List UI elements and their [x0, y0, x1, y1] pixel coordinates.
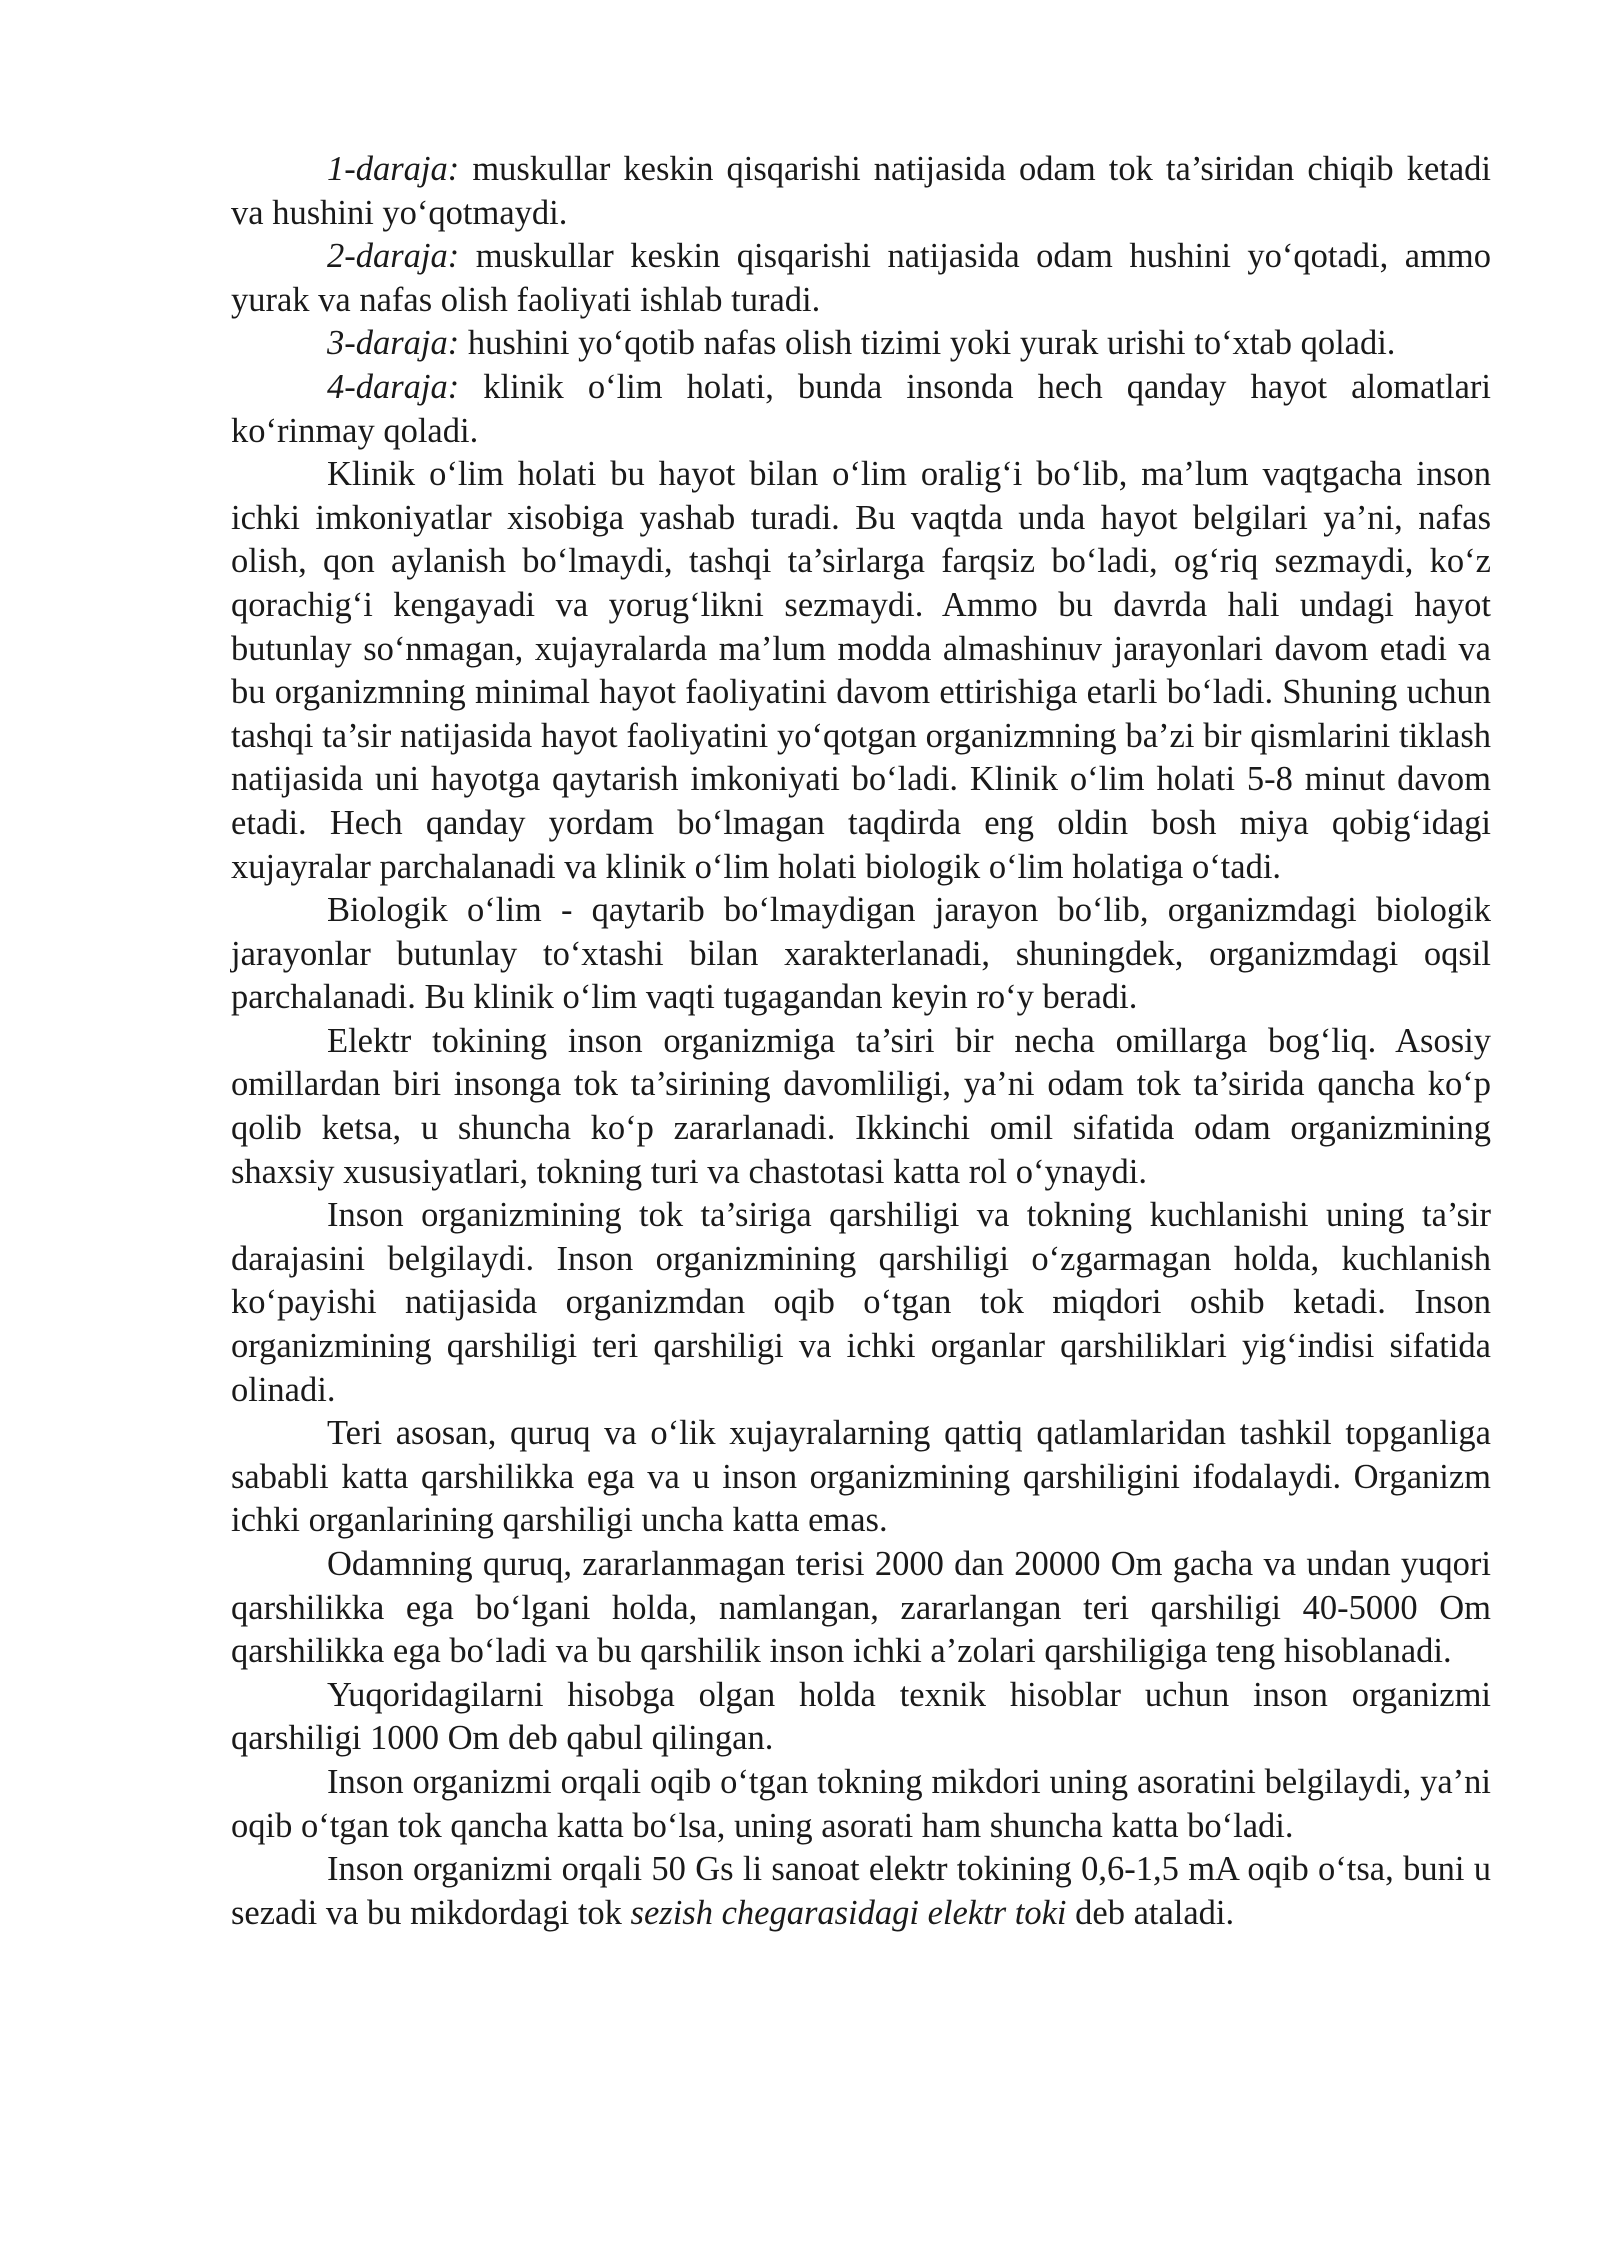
degree-label: 3-daraja: [327, 324, 460, 363]
emphasized-term: sezish chegarasidagi elektr toki [630, 1893, 1067, 1932]
paragraph-clinical-death: Klinik o‘lim holati bu hayot bilan o‘lim oralig‘i bo‘lib, ma’lum vaqtgacha inson ichki imkoniyatlar xisobiga yashab turadi. Bu vaqtda unda hayot belgilari ya’ni, nafas olish, qon aylanish bo‘lmaydi, tashqi ta’sirlarga farqsiz bo‘ladi, og‘riq sezmaydi, ko‘z qorachig‘i kengayadi va yorug‘likni sezmaydi. Ammo bu davrda hali undagi hayot butunlay so‘nmagan, xujayralarda ma’lum modda almashinuv jarayonlari davom etadi va bu organizmning minimal hayot faoliyatini davom ettirishiga etarli bo‘ladi. Shuning uchun tashqi ta’sir natijasida hayot faoliyatini yo‘qotgan organizmning ba’zi bir qismlarini tiklash natijasida uni hayotga qaytarish imkoniyati bo‘ladi. Klinik o‘lim holati 5-8 minut davom etadi. Hech qanday yordam bo‘lmagan taqdirda eng oldin bosh miya qobig‘idagi xujayralar parchalanadi va klinik o‘lim holati biologik o‘lim holatiga o‘tadi. [231, 455, 1491, 886]
paragraph-degree-4 [231, 366, 1491, 453]
paragraph-body-resistance: Inson organizmining tok ta’siriga qarshiligi va tokning kuchlanishi uning ta’sir darajasini belgilaydi. Inson organizmining qarshiligi o‘zgarmagan holda, kuchlanish ko‘payishi natijasida organizmdan oqib o‘tgan tok miqdori oshib ketadi. Inson organizmining qarshiligi teri qarshiligi va ichki organlar qarshiliklari yig‘indisi sifatida olinadi. [231, 1196, 1491, 1409]
paragraph-text: muskullar keskin qisqarishi natijasida odam tok ta’siridan chiqib ketadi va hushini yo‘qotmaydi. [231, 150, 1491, 232]
paragraph-sensation-threshold [231, 1848, 1491, 1935]
paragraph-technical-resistance: Yuqoridagilarni hisobga olgan holda texnik hisoblar uchun inson organizmi qarshiligi 1000 Om deb qabul qilingan. [231, 1675, 1491, 1758]
paragraph-biological-death: Biologik o‘lim - qaytarib bo‘lmaydigan jarayon bo‘lib, organizmdagi biologik jarayonlar butunlay to‘xtashi bilan xarakterlanadi, shuningdek, organizmdagi oqsil parchalanadi. Bu klinik o‘lim vaqti tugagandan keyin ro‘y beradi. [231, 891, 1491, 1017]
paragraph-text-tail: deb ataladi. [1066, 1893, 1235, 1932]
paragraph-degree-2 [231, 235, 1491, 322]
paragraph-current-magnitude: Inson organizmi orqali oqib o‘tgan tokning mikdori uning asoratini belgilaydi, ya’ni oqib o‘tgan tok qancha katta bo‘lsa, uning asorati ham shuncha katta bo‘ladi. [231, 1762, 1491, 1845]
degree-label: 2-daraja: [327, 237, 460, 276]
degree-label: 1-daraja: [327, 150, 460, 188]
paragraph-text: klinik o‘lim holati, bunda insonda hech qanday hayot alomatlari ko‘rinmay qoladi. [231, 367, 1491, 450]
paragraph-degree-3 [231, 322, 1491, 366]
document-page [231, 148, 1491, 1935]
paragraph-current-factors: Elektr tokining inson organizmiga ta’siri bir necha omillarga bog‘liq. Asosiy omillardan biri insonga tok ta’sirining davomliligi, ya’ni odam tok ta’sirida qancha ko‘p qolib ketsa, u shuncha ko‘p zararlanadi. Ikkinchi omil sifatida odam organizmining shaxsiy xususiyatlari, tokning turi va chastotasi katta rol o‘ynaydi. [231, 1021, 1491, 1191]
paragraph-degree-1 [231, 148, 1491, 235]
paragraph-text: Inson organizmi orqali 50 Gs li sanoat elektr tokining 0,6-1,5 mA oqib o‘tsa, buni u sezadi va bu mikdordagi tok [231, 1850, 1491, 1932]
paragraph-skin: Teri asosan, quruq va o‘lik xujayralarning qattiq qatlamlaridan tashkil topganliga sababli katta qarshilikka ega va u inson organizmining qarshiligini ifodalaydi. Organizm ichki organlarining qarshiligi uncha katta emas. [231, 1414, 1491, 1540]
degree-label: 4-daraja: [327, 367, 460, 406]
paragraph-text: muskullar keskin qisqarishi natijasida odam hushini yo‘qotadi, ammo yurak va nafas olish faoliyati ishlab turadi. [231, 237, 1491, 319]
paragraph-skin-resistance-values: Odamning quruq, zararlanmagan terisi 2000 dan 20000 Om gacha va undan yuqori qarshilikka ega bo‘lgani holda, namlangan, zararlangan teri qarshiligi 40-5000 Om qarshilikka ega bo‘ladi va bu qarshilik inson ichki a’zolari qarshiligiga teng hisoblanadi. [231, 1545, 1491, 1671]
paragraph-text: hushini yo‘qotib nafas olish tizimi yoki yurak urishi to‘xtab qoladi. [459, 324, 1396, 363]
